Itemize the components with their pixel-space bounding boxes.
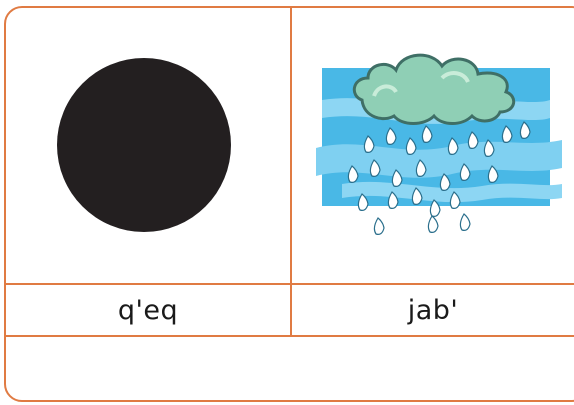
word-label-jab: jab' [407,294,459,326]
black-circle-cell [6,8,290,283]
rain-cloud-icon [292,8,574,283]
row-divider-bottom [4,335,574,337]
word-label-qeq: q'eq [117,294,179,326]
black-circle-icon [6,8,290,283]
rain-cell [292,8,574,283]
